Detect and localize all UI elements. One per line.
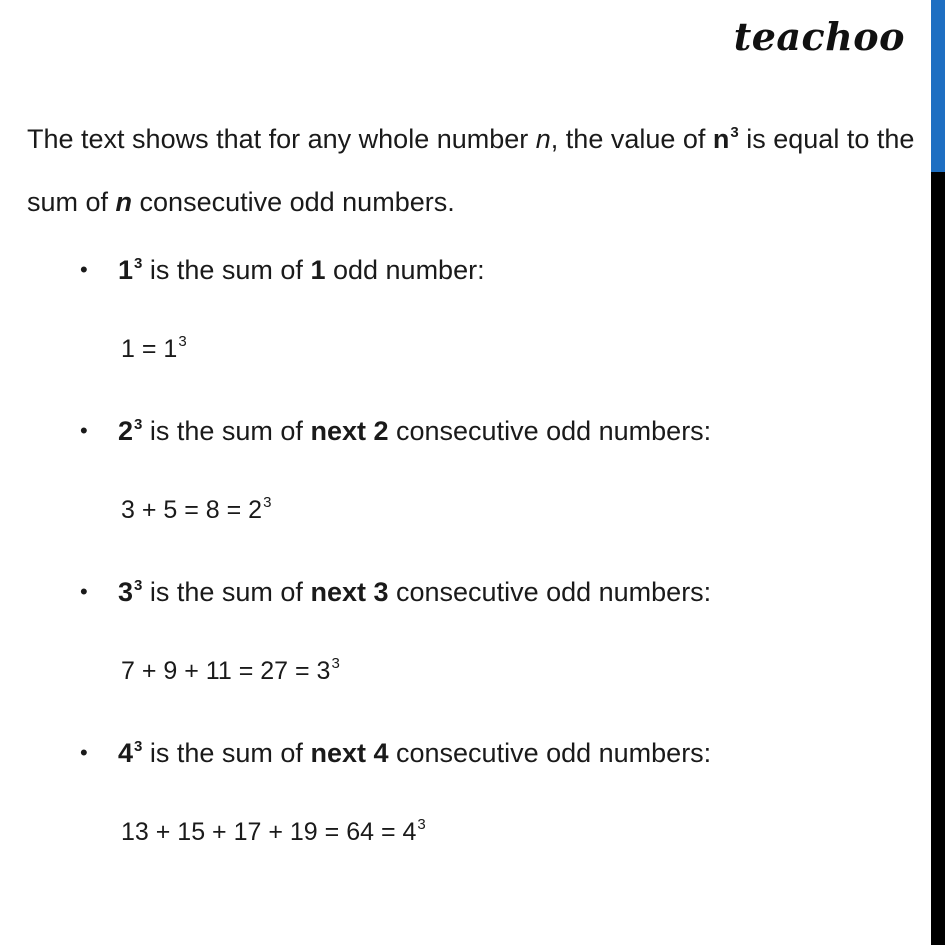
item-bold-count: next 3: [310, 577, 389, 607]
intro-text-1: The text shows that for any whole number: [27, 124, 536, 154]
bullet-icon: •: [80, 257, 88, 282]
equation: $1 = 1^3$: [121, 333, 187, 363]
intro-n-cube: $n^3$: [712, 124, 739, 154]
bullet-icon: •: [80, 579, 88, 604]
bullet-icon: •: [80, 740, 88, 765]
equation: $3 + 5 = 8 = 2^3$: [121, 494, 272, 524]
bullet-icon: •: [80, 418, 88, 443]
item-cube: $4^3$: [118, 738, 143, 768]
sidebar-accent: [931, 0, 945, 172]
item-cube: $3^3$: [118, 577, 143, 607]
item-bold-count: next 4: [310, 738, 389, 768]
intro-text-3: is equal to the sum of: [27, 124, 915, 217]
equation: $7 + 9 + 11 = 27 = 3^3$: [121, 655, 340, 685]
intro-n-variable-2: n: [115, 187, 133, 217]
list-item: • $4^3$ is the sum of next 4 consecutive odd numbers:: [80, 733, 711, 778]
teachoo-logo: teachoo: [733, 14, 905, 59]
item-cube: $1^3$: [118, 255, 143, 285]
list-item: • $1^3$ is the sum of 1 odd number:: [80, 250, 485, 295]
intro-paragraph: [27, 110, 922, 231]
intro-text-4: consecutive odd numbers.: [132, 187, 455, 217]
intro-n-variable: n: [535, 124, 551, 154]
list-item: • $3^3$ is the sum of next 3 consecutive odd numbers:: [80, 572, 711, 617]
item-bold-count: next 2: [310, 416, 389, 446]
list-item: • $2^3$ is the sum of next 2 consecutive odd numbers:: [80, 411, 711, 456]
item-cube: $2^3$: [118, 416, 143, 446]
right-sidebar: [931, 0, 945, 945]
item-bold-count: 1: [310, 255, 326, 285]
intro-text-2: , the value of: [550, 124, 713, 154]
equation: $13 + 15 + 17 + 19 = 64 = 4^3$: [121, 816, 426, 846]
